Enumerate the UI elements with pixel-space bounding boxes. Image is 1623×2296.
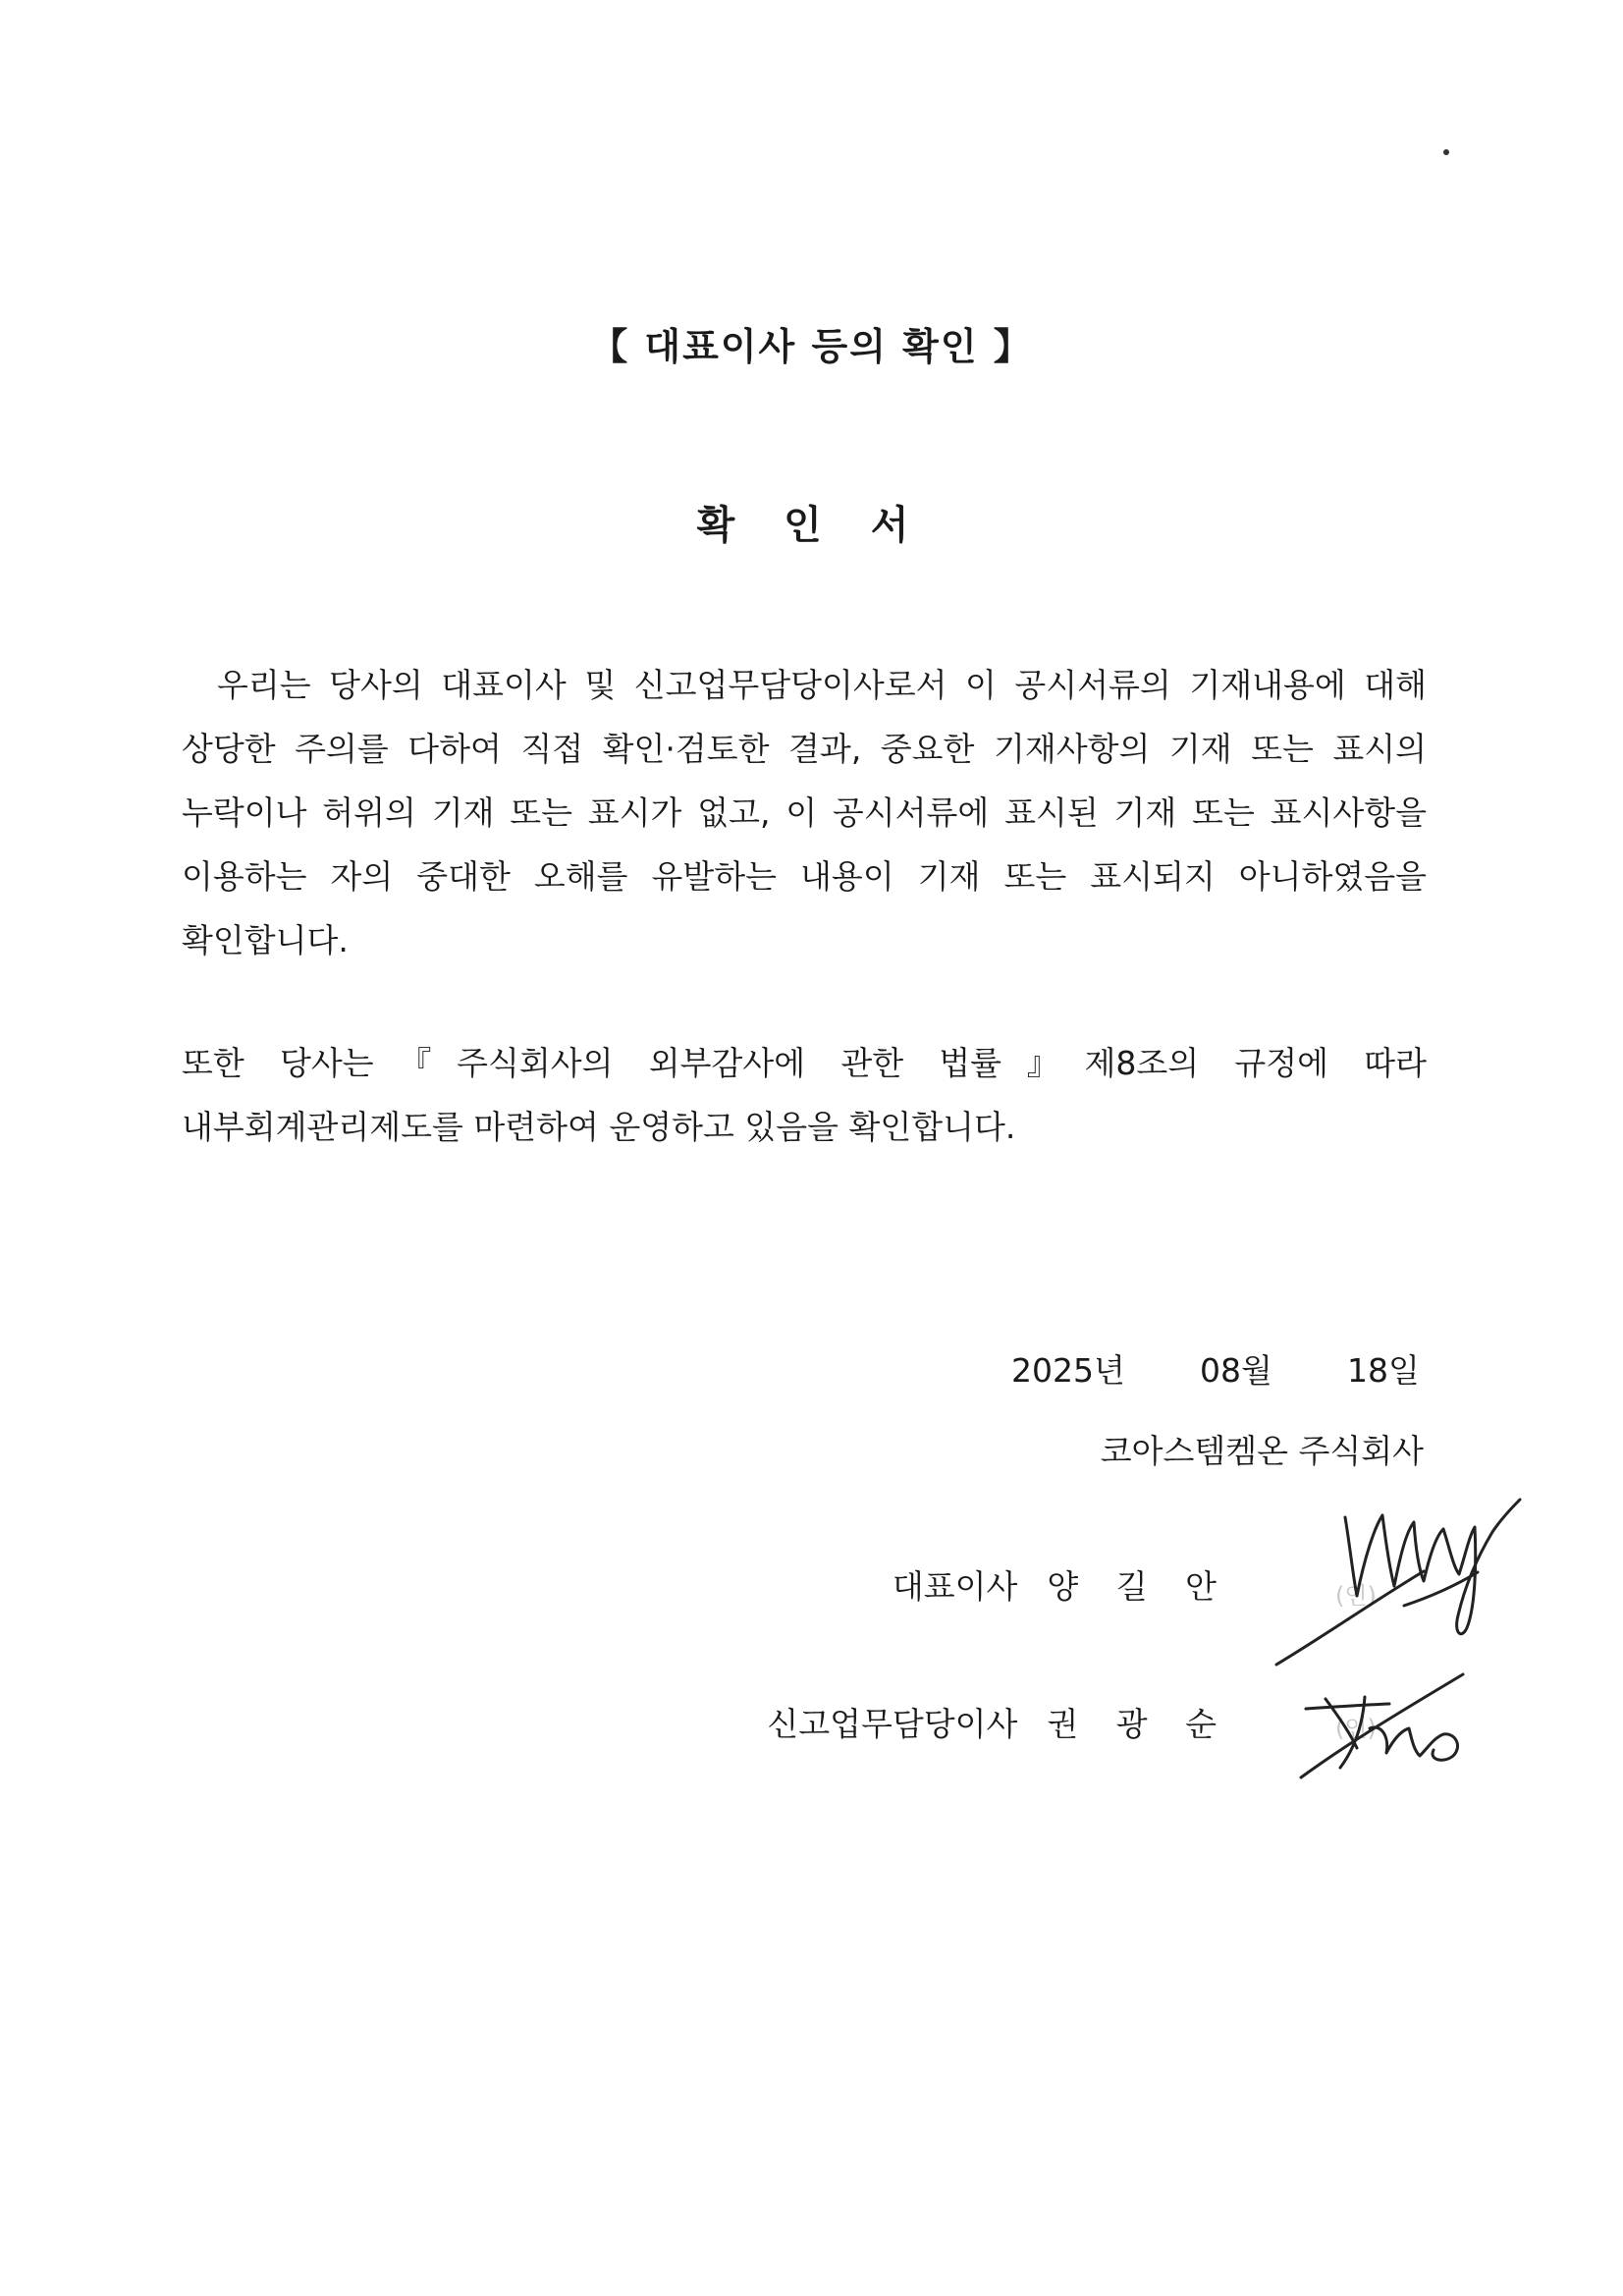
company-name: 코아스템켐온 주식회사 bbox=[1100, 1432, 1424, 1470]
internal-control-paragraph: 또한 당사는『주식회사의 외부감사에 관한 법률』제8조의 규정에 따라 내부회계관리제도를 마련하여 운영하고 있음을 확인합니다. bbox=[182, 1044, 1427, 1146]
signer-name: 양 길 안 bbox=[1047, 1567, 1230, 1606]
ceo-signature bbox=[1267, 1478, 1522, 1674]
director-signature bbox=[1296, 1669, 1473, 1787]
date-month: 08월 bbox=[1200, 1351, 1272, 1390]
signer-disclosure-officer bbox=[767, 1699, 1230, 1745]
seal-placeholder: (인) bbox=[1335, 1715, 1377, 1742]
date-year: 2025년 bbox=[1011, 1351, 1125, 1390]
section-title: 【 대표이사 등의 확인 】 bbox=[590, 325, 1033, 368]
scan-speck bbox=[1443, 149, 1449, 155]
seal-placeholder: (인) bbox=[1335, 1582, 1377, 1610]
date-line bbox=[982, 1345, 1424, 1394]
signer-name: 권 광 순 bbox=[1047, 1705, 1230, 1743]
signer-role: 대표이사 bbox=[892, 1567, 1018, 1606]
signer-role: 신고업무담당이사 bbox=[767, 1705, 1018, 1743]
signer-ceo bbox=[893, 1561, 1230, 1608]
confirmation-paragraph: 우리는 당사의 대표이사 및 신고업무담당이사로서 이 공시서류의 기재내용에 대해 상당한 주의를 다하여 직접 확인·검토한 결과, 중요한 기재사항의 기재 또는 표시의 누락이나 허위의 기재 또는 표시가 없고, 이 공시서류에 표시된 기재 또는 표시사항을 이용하는 자의 중대한 오해를 유발하는 내용이 기재 또는 표시되지 아니하였음을 확인합니다. bbox=[182, 666, 1427, 959]
document-title: 확 인 서 bbox=[696, 503, 927, 548]
date-day: 18일 bbox=[1347, 1351, 1420, 1390]
